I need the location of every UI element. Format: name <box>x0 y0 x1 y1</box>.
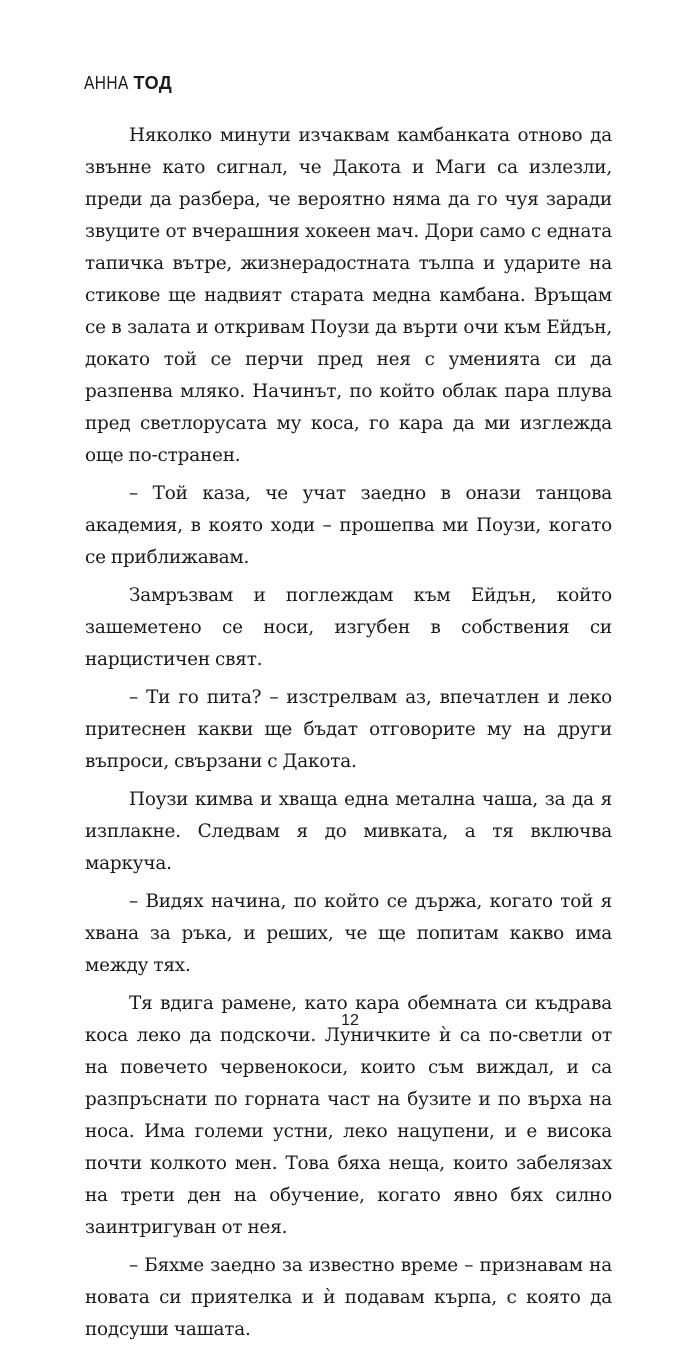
paragraph: Замръзвам и поглеждам към Ейдън, който зашеметено се носи, изгубен в собствения си нарцистичен свят. <box>85 585 612 670</box>
paragraph: – Бяхме заедно за известно време – признавам на новата си приятелка и ѝ подавам кърпа, с която да подсуши чашата. <box>85 1255 612 1340</box>
page-number: 12 <box>341 1012 359 1029</box>
running-head <box>84 71 172 95</box>
paragraph: – Видях начина, по който се държа, когато той я хвана за ръка, и реших, че ще попитам какво има между тях. <box>85 891 612 976</box>
paragraph: – Той каза, че учат заедно в онази танцова академия, в която ходи – прошепва ми Поузи, когато се приближавам. <box>85 483 612 568</box>
paragraph: Няколко минути изчаквам камбанката отново да звънне като сигнал, че Дакота и Маги са излезли, преди да разбера, че вероятно няма да го чуя заради звуците от вчерашния хокеен мач. Дори само с едната тапичка вътре, жизнерадостната тълпа и ударите на стикове ще надвият старата медна камбана. Връщам се в залата и откривам Поузи да върти очи към Ейдън, докато той се перчи пред нея с уменията си да разпенва мляко. Начинът, по който облак пара плува пред светлорусата му коса, го кара да ми изглежда още по-странен. <box>85 125 612 466</box>
body-text <box>85 120 612 1352</box>
author-last-name: ТОД <box>133 73 173 93</box>
paragraph: – Ти го пита? – изстрелвам аз, впечатлен и леко притеснен какви ще бъдат отговорите му на други въпроси, свързани с Дакота. <box>85 687 612 772</box>
author-first-name: АННА <box>84 73 129 93</box>
paragraph: Поузи кимва и хваща една метална чаша, за да я изплакне. Следвам я до мивката, а тя включва маркуча. <box>85 789 612 874</box>
paragraph: Тя вдига рамене, като кара обемната си къдрава коса леко да подскочи. Луничките ѝ са по-светли от на повечето червенокоси, които съм виждал, и са разпръснати по горната част на бузите и по върха на носа. Има големи устни, леко нацупени, и е висока почти колкото мен. Това бяха неща, които забелязах на трети ден на обучение, когато явно бях силно заинтригуван от нея. <box>85 993 612 1238</box>
